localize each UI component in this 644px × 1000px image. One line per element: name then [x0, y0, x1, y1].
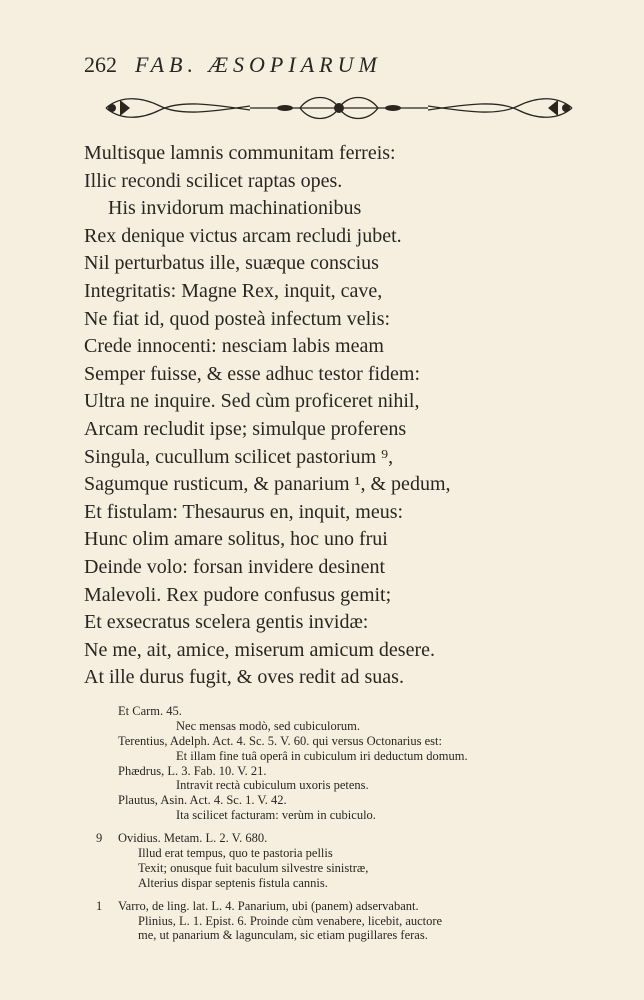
- footnote-text: Alterius dispar septenis fistula cannis.: [138, 875, 328, 890]
- verse-line: Singula, cucullum scilicet pastorium ⁹,: [84, 445, 394, 468]
- footnote-text: Nec mensas modò, sed cubiculorum.: [176, 718, 360, 733]
- verse-line: Hunc olim amare solitus, hoc uno frui: [84, 528, 388, 551]
- verse-line: Malevoli. Rex pudore confusus gemit;: [84, 583, 392, 606]
- footnote-line: [96, 914, 616, 929]
- poem-verse-block: [84, 140, 451, 692]
- footnote-line: [96, 793, 616, 808]
- verse-line: Illic recondi scilicet raptas opes.: [84, 169, 343, 192]
- footnote-text: Illud erat tempus, quo te pastoria pellis: [138, 846, 333, 861]
- verse-line: Nil perturbatus ille, suæque conscius: [84, 252, 379, 275]
- floral-rule-ornament-icon: [100, 88, 578, 128]
- footnote-line: [96, 846, 616, 861]
- footnote-line: [96, 719, 616, 734]
- footnote-text: Varro, de ling. lat. L. 4. Panarium, ubi (panem) adservabant.: [118, 898, 419, 913]
- verse-line: Crede innocenti: nesciam labis meam: [84, 335, 384, 358]
- footnote-spacer: [96, 823, 616, 831]
- footnote-text: Plautus, Asin. Act. 4. Sc. 1. V. 42.: [118, 793, 287, 808]
- footnote-line: [96, 928, 616, 943]
- verse-line: Ne me, ait, amice, miserum amicum desere.: [84, 638, 435, 661]
- footnote-line: [96, 808, 616, 823]
- verse-line: His invidorum machinationibus: [108, 197, 362, 220]
- footnote-line: [96, 749, 616, 764]
- verse-line: Deinde volo: forsan invidere desinent: [84, 555, 386, 578]
- footnote-text: me, ut panarium & lagunculam, sic etiam pugillares feras.: [138, 928, 428, 943]
- footnote-text: Et illam fine tuâ operâ in cubiculum iri deductum domum.: [176, 748, 468, 763]
- verse-line: Et fistulam: Thesaurus en, inquit, meus:: [84, 500, 404, 523]
- footnote-text: Ovidius. Metam. L. 2. V. 680.: [118, 831, 268, 846]
- footnote-text: Texit; onusque fuit baculum silvestre sinistræ,: [138, 860, 369, 875]
- verse-line: Integritatis: Magne Rex, inquit, cave,: [84, 279, 383, 302]
- running-title: FAB. ÆSOPIARUM: [135, 52, 382, 77]
- verse-line: Arcam recludit ipse; simulque proferens: [84, 417, 407, 440]
- footnote-spacer: [96, 891, 616, 899]
- verse-line: Rex denique victus arcam recludi jubet.: [84, 224, 402, 247]
- verse-line: Ne fiat id, quod posteà infectum velis:: [84, 307, 391, 330]
- page-number: 262: [84, 52, 117, 77]
- footnote-line: [96, 764, 616, 779]
- footnote-text: Phædrus, L. 3. Fab. 10. V. 21.: [118, 763, 267, 778]
- footnote-text: Ita scilicet facturam: verùm in cubiculo.: [176, 808, 376, 823]
- footnote-marker: 1: [96, 898, 103, 913]
- footnote-text: Intravit rectà cubiculum uxoris petens.: [176, 778, 369, 793]
- footnote-line: [96, 831, 616, 846]
- footnote-text: Et Carm. 45.: [118, 704, 182, 718]
- footnote-line: [96, 704, 616, 719]
- verse-line: Sagumque rusticum, & panarium ¹, & pedum,: [84, 473, 451, 496]
- verse-line: Multisque lamnis communitam ferreis:: [84, 142, 396, 164]
- running-header: [84, 52, 382, 78]
- verse-line: Ultra ne inquire. Sed cùm proficeret nihil,: [84, 390, 420, 413]
- footnote-line: [96, 778, 616, 793]
- footnote-marker: 9: [96, 831, 103, 846]
- footnote-line: [96, 861, 616, 876]
- footnote-text: Terentius, Adelph. Act. 4. Sc. 5. V. 60. qui versus Octonarius est:: [118, 733, 442, 748]
- footnote-line: [96, 734, 616, 749]
- verse-line: At ille durus fugit, & oves redit ad suas.: [84, 666, 404, 689]
- footnote-line: [96, 899, 616, 914]
- footnotes-block: [96, 704, 616, 943]
- footnote-line: [96, 876, 616, 891]
- verse-line: Semper fuisse, & esse adhuc testor fidem:: [84, 362, 421, 385]
- footnote-text: Plinius, L. 1. Epist. 6. Proinde cùm venabere, licebit, auctore: [138, 913, 443, 928]
- verse-line: Et exsecratus scelera gentis invidæ:: [84, 611, 369, 634]
